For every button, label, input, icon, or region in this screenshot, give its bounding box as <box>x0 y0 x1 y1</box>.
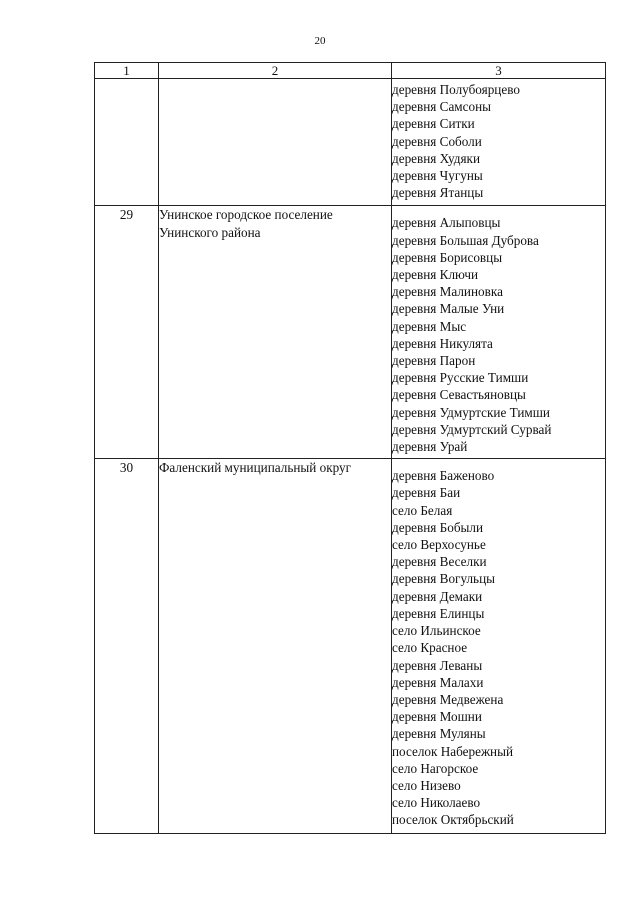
settlement-item: поселок Набережный <box>392 743 514 759</box>
settlement-item: деревня Малые Уни <box>392 301 505 317</box>
settlement-item: деревня Полубоярцево <box>392 82 520 97</box>
settlement-item: деревня Бобыли <box>392 519 484 535</box>
settlement-item: село Ильинское <box>392 623 481 639</box>
column-header-1: 1 <box>95 63 159 79</box>
settlement-item: деревня Медвежена <box>392 691 504 707</box>
settlement-item: деревня Борисовцы <box>392 249 503 265</box>
settlement-item: деревня Баи <box>392 485 461 501</box>
column-header-3: 3 <box>392 63 606 79</box>
settlement-item: деревня Удмуртский Сурвай <box>392 421 552 437</box>
row-number-cell <box>95 79 159 206</box>
settlement-item: деревня Алыповцы <box>392 215 501 231</box>
settlement-item: деревня Малахи <box>392 674 484 690</box>
settlements-cell <box>392 206 606 459</box>
settlement-item: село Низево <box>392 777 461 793</box>
settlement-item: село Нагорское <box>392 760 479 776</box>
row-number-cell: 29 <box>95 206 159 459</box>
settlement-item: деревня Удмуртские Тимши <box>392 404 550 420</box>
settlement-item: деревня Елинцы <box>392 605 485 621</box>
settlement-item: деревня Худяки <box>392 150 481 166</box>
column-header-2: 2 <box>159 63 392 79</box>
settlements-cell <box>392 459 606 833</box>
settlement-item: деревня Мошни <box>392 709 482 725</box>
settlement-item: деревня Русские Тимши <box>392 370 529 386</box>
settlement-item: деревня Урай <box>392 439 468 455</box>
settlement-item: деревня Ситки <box>392 116 475 132</box>
settlement-item: деревня Веселки <box>392 554 487 570</box>
table-row-continued <box>95 79 606 206</box>
settlement-item: деревня Самсоны <box>392 99 492 115</box>
settlement-item: деревня Муляны <box>392 726 486 742</box>
table-row-30 <box>95 459 606 833</box>
table-row-29 <box>95 206 606 459</box>
settlement-item: деревня Севастьяновцы <box>392 387 526 403</box>
settlement-item: деревня Вогульцы <box>392 571 495 587</box>
settlement-item: деревня Большая Дуброва <box>392 232 539 248</box>
table-header-row <box>95 63 606 79</box>
settlement-item: деревня Демаки <box>392 588 483 604</box>
settlement-item: деревня Соболи <box>392 133 482 149</box>
page-number: 20 <box>314 35 326 47</box>
settlement-item: село Верхосунье <box>392 537 486 553</box>
settlement-item: деревня Баженово <box>392 468 495 484</box>
settlement-item: деревня Ключи <box>392 267 479 283</box>
settlement-item: деревня Никулята <box>392 335 493 351</box>
settlements-cell <box>392 79 606 206</box>
row-number-cell: 30 <box>95 459 159 833</box>
settlement-item: поселок Октябрьский <box>392 812 514 828</box>
municipality-cell: Фаленский муниципальный округ <box>159 459 392 833</box>
settlement-item: деревня Чугуны <box>392 168 483 184</box>
municipality-cell: Унинское городское поселение Унинского района <box>159 206 392 459</box>
settlement-item: деревня Мыс <box>392 318 467 334</box>
settlement-item: село Белая <box>392 502 453 518</box>
settlement-item: деревня Малиновка <box>392 284 503 300</box>
municipality-cell <box>159 79 392 206</box>
settlement-item: село Красное <box>392 640 468 656</box>
settlements-table <box>94 62 606 834</box>
settlement-item: деревня Парон <box>392 353 476 369</box>
settlement-item: село Николаево <box>392 795 481 811</box>
settlement-item: деревня Ятанцы <box>392 185 484 201</box>
settlement-item: деревня Леваны <box>392 657 483 673</box>
